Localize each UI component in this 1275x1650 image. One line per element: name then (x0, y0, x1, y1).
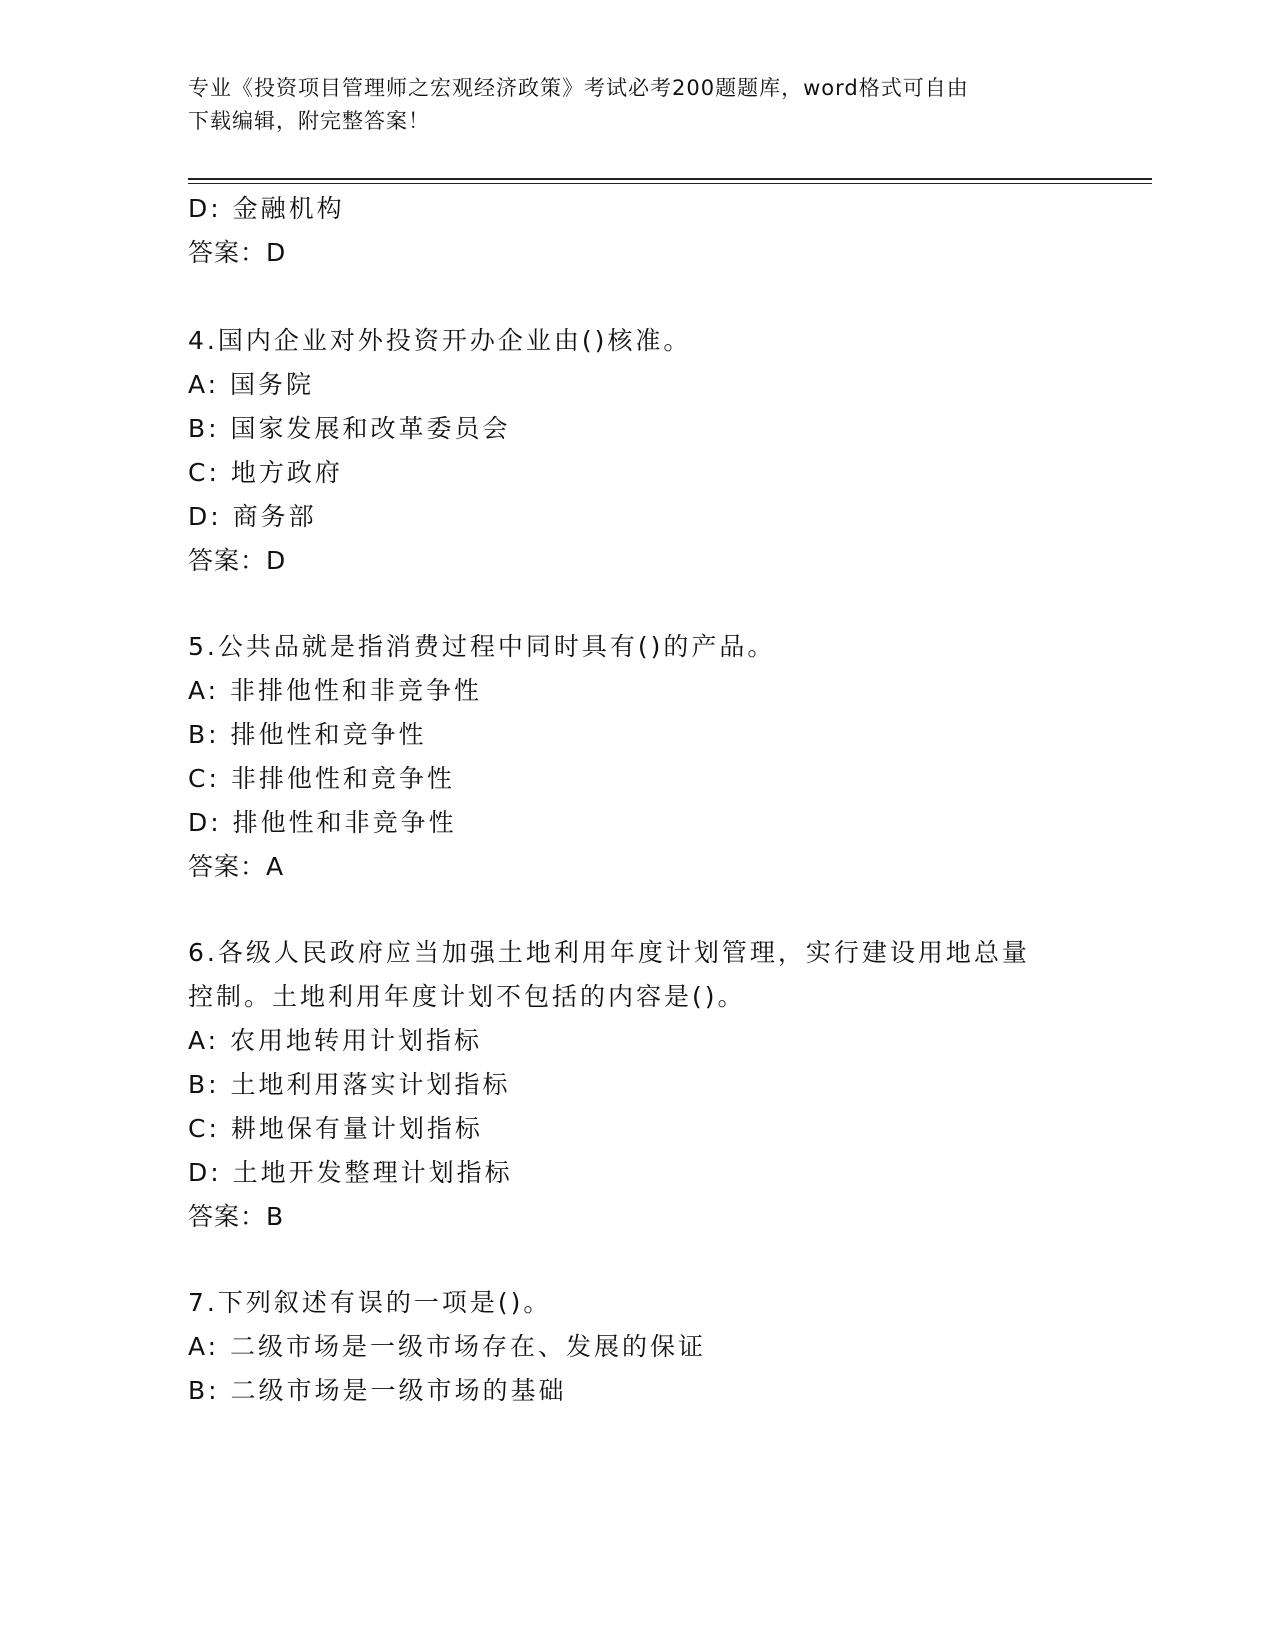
document-header (188, 72, 1088, 138)
q4-option-a: A: 国务院 (188, 370, 315, 399)
q6-option-b: B: 土地利用落实计划指标 (188, 1070, 511, 1099)
q6-option-d: D: 土地开发整理计划指标 (188, 1158, 513, 1187)
q7-option-a: A: 二级市场是一级市场存在、发展的保证 (188, 1332, 707, 1361)
q7-question: 7.下列叙述有误的一项是()。 (188, 1288, 552, 1317)
q7-option-b: B: 二级市场是一级市场的基础 (188, 1376, 567, 1405)
q4-question: 4.国内企业对外投资开办企业由()核准。 (188, 326, 692, 355)
q4-option-d: D: 商务部 (188, 502, 317, 531)
q6-answer: 答案：B (188, 1202, 285, 1231)
header-line-2: 下载编辑，附完整答案！ (188, 109, 430, 133)
q5-option-c: C: 非排他性和竞争性 (188, 764, 455, 793)
q5-question: 5.公共品就是指消费过程中同时具有()的产品。 (188, 632, 776, 661)
q5-option-d: D: 排他性和非竞争性 (188, 808, 457, 837)
q5-option-b: B: 排他性和竞争性 (188, 720, 427, 749)
q6-question-line-1: 6.各级人民政府应当加强土地利用年度计划管理，实行建设用地总量 (188, 938, 1030, 967)
q3-answer: 答案：D (188, 238, 287, 267)
q4-option-b: B: 国家发展和改革委员会 (188, 414, 511, 443)
q5-answer: 答案：A (188, 852, 285, 881)
q4-answer: 答案：D (188, 546, 287, 575)
q6-option-c: C: 耕地保有量计划指标 (188, 1114, 483, 1143)
q6-question-line-2: 控制。土地利用年度计划不包括的内容是()。 (188, 982, 746, 1011)
header-line-1: 专业《投资项目管理师之宏观经济政策》考试必考200题题库，word格式可自由 (188, 76, 969, 100)
q6-option-a: A: 农用地转用计划指标 (188, 1026, 483, 1055)
q5-option-a: A: 非排他性和非竞争性 (188, 676, 483, 705)
header-divider-thick (188, 178, 1152, 180)
q4-option-c: C: 地方政府 (188, 458, 343, 487)
header-divider-thin (188, 183, 1152, 184)
q3-option-d: D: 金融机构 (188, 194, 345, 223)
